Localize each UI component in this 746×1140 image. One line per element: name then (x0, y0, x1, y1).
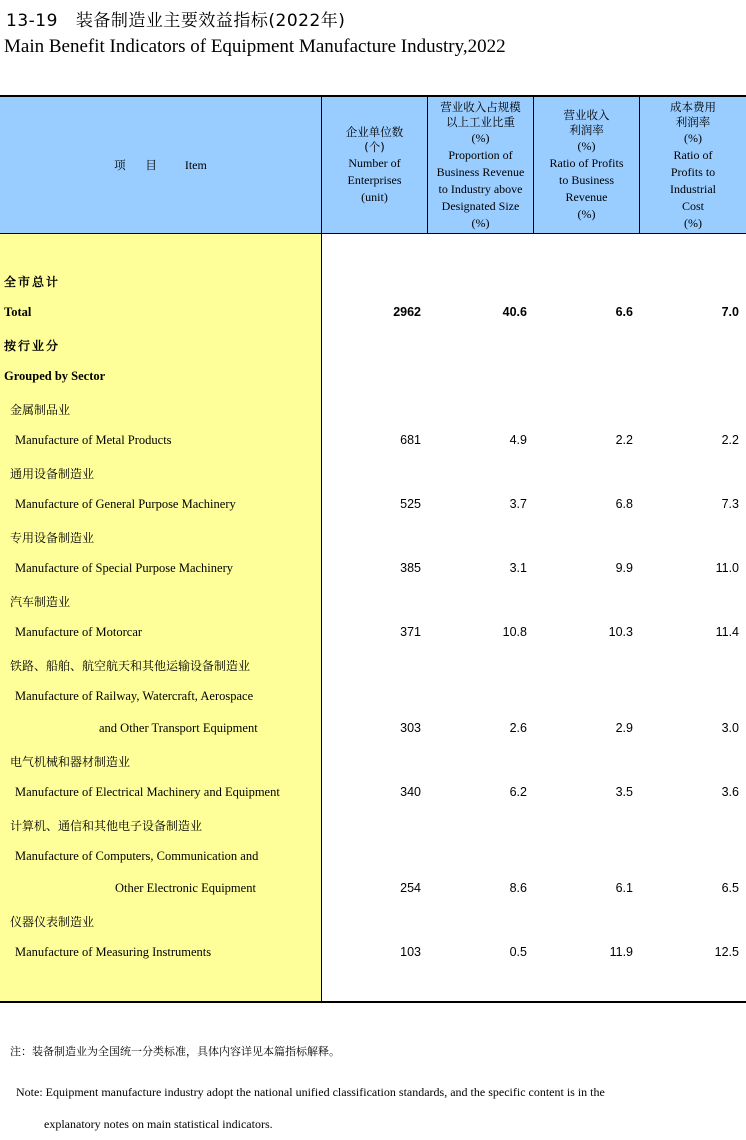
row-value: 2.2 (615, 433, 633, 447)
row-value: 6.6 (615, 305, 633, 319)
table-title-cn-text: 装备制造业主要效益指标(2022年) (75, 11, 346, 31)
header-ratio-cost (640, 97, 746, 234)
row-label: Manufacture of Measuring Instruments (15, 945, 212, 959)
row-value: 4.9 (509, 433, 527, 447)
row-value: 7.0 (721, 305, 739, 319)
table-row (0, 369, 746, 387)
table-row (0, 657, 746, 675)
row-value: 7.3 (721, 497, 739, 511)
row-value: 303 (400, 721, 421, 735)
row-label: 全市总计 (4, 275, 61, 289)
table-title-en: Main Benefit Indicators of Equipment Manufacture Industry,2022 (4, 36, 506, 57)
header-c2-u2: (%) (471, 215, 490, 230)
row-value: 385 (400, 561, 421, 575)
row-value: 3.1 (509, 561, 527, 575)
row-value: 3.7 (509, 497, 527, 511)
header-c2-cn2: 以上工业比重 (446, 114, 515, 129)
header-c4-cn1: 成本费用 (670, 99, 716, 114)
row-value: 11.0 (715, 561, 739, 575)
table-row (0, 753, 746, 771)
row-label: 通用设备制造业 (10, 467, 95, 481)
row-label: Manufacture of Computers, Communication and (15, 849, 259, 863)
header-c4-u2: (%) (684, 215, 702, 230)
header-c3-en1: Ratio of Profits (549, 156, 624, 170)
row-value: 11.9 (609, 945, 633, 959)
row-value: 6.2 (509, 785, 527, 799)
table-row (0, 625, 746, 643)
row-value: 6.1 (615, 881, 633, 895)
note-cn: 注：装备制造业为全国统一分类标准，具体内容详见本篇指标解释。 (10, 1045, 340, 1058)
row-value: 371 (400, 625, 421, 639)
row-value: 6.8 (615, 497, 633, 511)
table-header (0, 95, 746, 234)
row-label: 仪器仪表制造业 (10, 915, 95, 929)
header-c3-u2: (%) (577, 207, 596, 221)
table-row (0, 785, 746, 803)
row-value: 2.6 (509, 721, 527, 735)
note-en (16, 1076, 716, 1140)
header-c2-cn1: 营业收入占规模 (440, 99, 521, 114)
row-label: Other Electronic Equipment (115, 881, 256, 895)
row-label: 电气机械和器材制造业 (10, 755, 131, 769)
table-row (0, 913, 746, 931)
header-c4-en4: Cost (681, 198, 704, 213)
row-value: 3.0 (721, 721, 739, 735)
row-value: 8.6 (509, 881, 527, 895)
table-row (0, 817, 746, 835)
row-value: 10.8 (502, 625, 527, 639)
header-c3-en2: to Business (558, 173, 614, 187)
header-enterprises (322, 97, 427, 234)
header-c1-en3: (unit) (361, 190, 388, 204)
table-row (0, 273, 746, 291)
table-number: 13-19 (6, 11, 58, 31)
header-c2-en2: Business Revenue (436, 164, 525, 179)
header-c4-en3: Industrial (670, 181, 716, 196)
row-label: Manufacture of Electrical Machinery and Equipment (15, 785, 280, 799)
header-c2-u1: (%) (471, 130, 490, 145)
row-label: 铁路、船舶、航空航天和其他运输设备制造业 (10, 659, 251, 673)
header-c3-cn1: 营业收入 (563, 108, 610, 122)
header-proportion (428, 97, 533, 234)
row-value: 3.5 (615, 785, 633, 799)
header-c4-cn2: 利润率 (675, 114, 711, 129)
row-label: 金属制品业 (10, 403, 71, 417)
header-c1-en2: Enterprises (347, 173, 402, 187)
table-row (0, 689, 746, 707)
header-c2-en1: Proportion of (448, 147, 513, 162)
row-label: and Other Transport Equipment (99, 721, 258, 735)
table-row (0, 881, 746, 899)
header-c4-en2: Profits to (670, 164, 716, 179)
header-c3-u1: (%) (577, 139, 596, 153)
row-value: 525 (400, 497, 421, 511)
row-label: Manufacture of General Purpose Machinery (15, 497, 236, 511)
row-value: 12.5 (714, 945, 739, 959)
row-value: 2962 (393, 305, 421, 319)
table-row (0, 945, 746, 963)
row-label: Manufacture of Special Purpose Machinery (15, 561, 233, 575)
row-label: Grouped by Sector (4, 369, 106, 383)
row-value: 11.4 (715, 625, 739, 639)
row-value: 681 (400, 433, 421, 447)
header-c2-en4: Designated Size (441, 198, 520, 213)
table-row (0, 593, 746, 611)
table-row (0, 433, 746, 451)
header-ratio-revenue (534, 97, 639, 234)
note-en-line2: explanatory notes on main statistical indicators. (44, 1117, 273, 1131)
row-label: 汽车制造业 (10, 595, 71, 609)
row-value: 3.6 (721, 785, 739, 799)
row-label: Manufacture of Railway, Watercraft, Aerospace (15, 689, 254, 703)
row-value: 2.9 (615, 721, 633, 735)
header-c2-en3: to Industry above (438, 181, 523, 196)
table-row (0, 305, 746, 323)
row-value: 6.5 (721, 881, 739, 895)
table-row (0, 529, 746, 547)
table-row (0, 561, 746, 579)
row-value: 340 (400, 785, 421, 799)
header-c1-en1: Number of (348, 156, 401, 170)
row-label: Manufacture of Motorcar (15, 625, 143, 639)
row-value: 254 (400, 881, 421, 895)
table-row (0, 337, 746, 355)
row-value: 2.2 (721, 433, 739, 447)
header-item (0, 97, 321, 234)
row-label: 专用设备制造业 (10, 531, 95, 545)
table-title-cn (6, 6, 345, 31)
row-label: 计算机、通信和其他电子设备制造业 (10, 819, 203, 833)
table-body (0, 234, 746, 1003)
header-c1-cn2: (个) (364, 140, 385, 154)
row-value: 9.9 (615, 561, 633, 575)
note-en-line1: Note: Equipment manufacture industry adopt the national unified classification standards, and the specific content is in the (16, 1085, 605, 1099)
header-item-cn: 项 目 (114, 158, 165, 172)
row-value: 40.6 (502, 305, 527, 319)
table-row (0, 721, 746, 739)
table-row (0, 401, 746, 419)
table-row (0, 497, 746, 515)
table-row (0, 465, 746, 483)
header-c4-en1: Ratio of (673, 147, 713, 162)
header-c3-cn2: 利润率 (569, 123, 604, 137)
row-value: 103 (400, 945, 421, 959)
header-c4-u1: (%) (684, 130, 702, 145)
header-c3-en3: Revenue (565, 190, 608, 204)
row-label: 按行业分 (4, 339, 61, 353)
table-row (0, 849, 746, 867)
header-c1-cn1: 企业单位数 (345, 125, 404, 139)
row-value: 10.3 (608, 625, 633, 639)
row-value: 0.5 (509, 945, 527, 959)
row-label: Manufacture of Metal Products (15, 433, 172, 447)
row-label: Total (4, 305, 32, 319)
header-item-en: Item (184, 158, 207, 172)
